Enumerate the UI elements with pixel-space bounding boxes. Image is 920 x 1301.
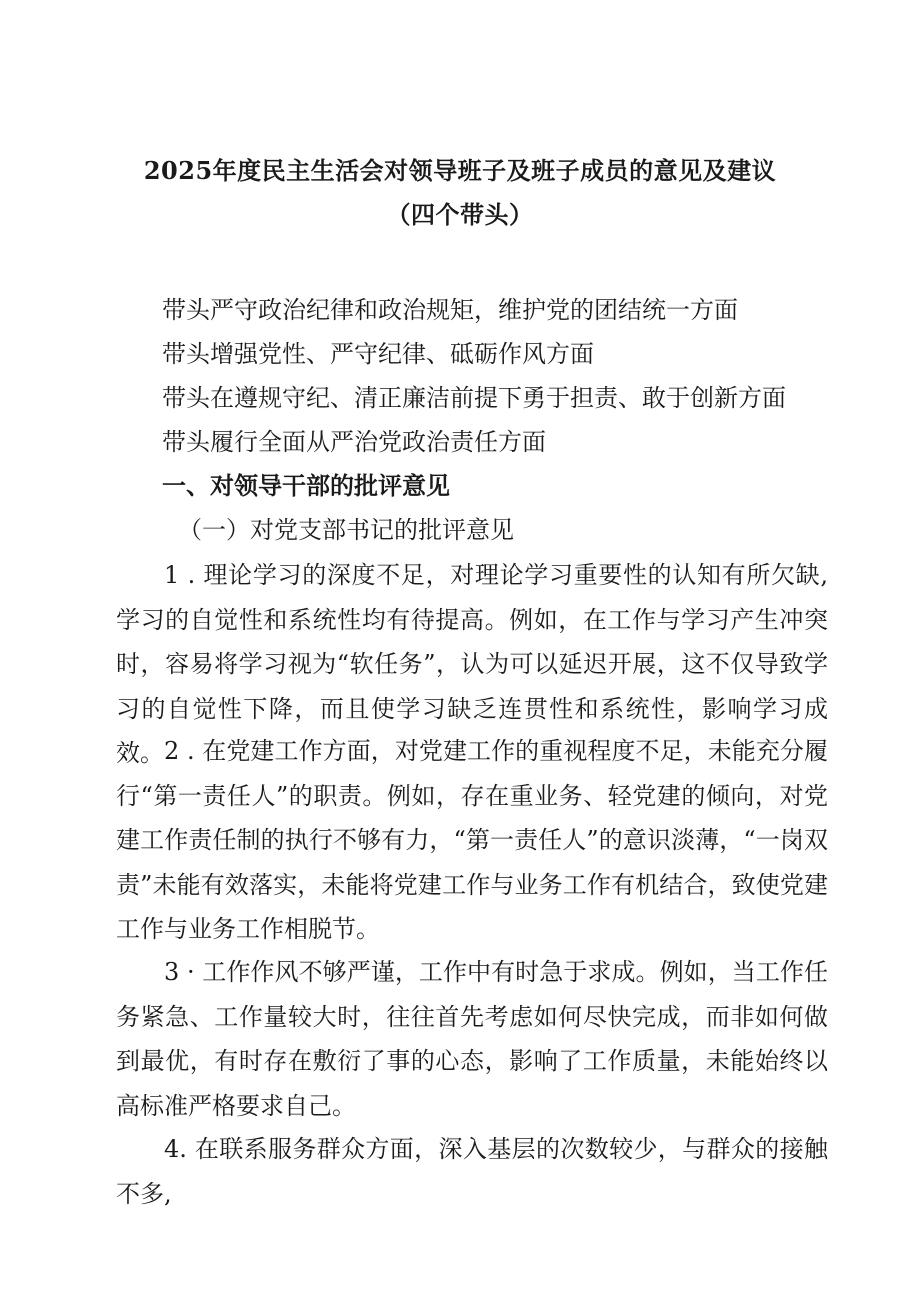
- toc-item: 带头严守政治纪律和政治规矩，维护党的团结统一方面: [162, 296, 738, 324]
- section-heading: 一、对领导干部的批评意见: [162, 471, 450, 500]
- toc-item: 带头在遵规守纪、清正廉洁前提下勇于担责、敢于创新方面: [162, 384, 786, 412]
- subsection-heading: （一）对党支部书记的批评意见: [178, 516, 514, 544]
- paragraph-2: 2 . 在党建工作方面，对党建工作的重视程度不足，未能充分履行“第一责任人”的职责。例如，存在重业务、轻党建的倾向，对党建工作责任制的执行不够有力，“第一责任人”的意识淡薄，“一岗双责”未能有效落实，未能将党建工作与业务工作有机结合，致使党建工作与业务工作相脱节。: [116, 737, 828, 943]
- toc-item: 带头增强党性、严守纪律、砥砺作风方面: [162, 340, 594, 368]
- paragraph-3: 3 · 工作作风不够严谨，工作中有时急于求成。例如，当工作任务紧急、工作量较大时，往往首先考虑如何尽快完成，而非如何做到最优，有时存在敷衍了事的心态，影响了工作质量，未能始终以高标准严格要求自己。: [116, 958, 828, 1120]
- paragraph-1: 1 . 理论学习的深度不足，对理论学习重要性的认知有所欠缺, 学习的自觉性和系统性均有待提高。例如，在工作与学习产生冲突时，容易将学习视为“软任务”，认为可以延迟开展，这不仅导致学习的自觉性下降，而且使学习缺乏连贯性和系统性，影响学习成效。: [116, 561, 828, 767]
- toc-item: 带头履行全面从严治党政治责任方面: [162, 428, 546, 456]
- document-subtitle: （四个带头）: [386, 200, 534, 229]
- document-title: 2025年度民主生活会对领导班子及班子成员的意见及建议: [143, 156, 777, 185]
- paragraph-4: 4. 在联系服务群众方面，深入基层的次数较少，与群众的接触不多,: [116, 1135, 828, 1208]
